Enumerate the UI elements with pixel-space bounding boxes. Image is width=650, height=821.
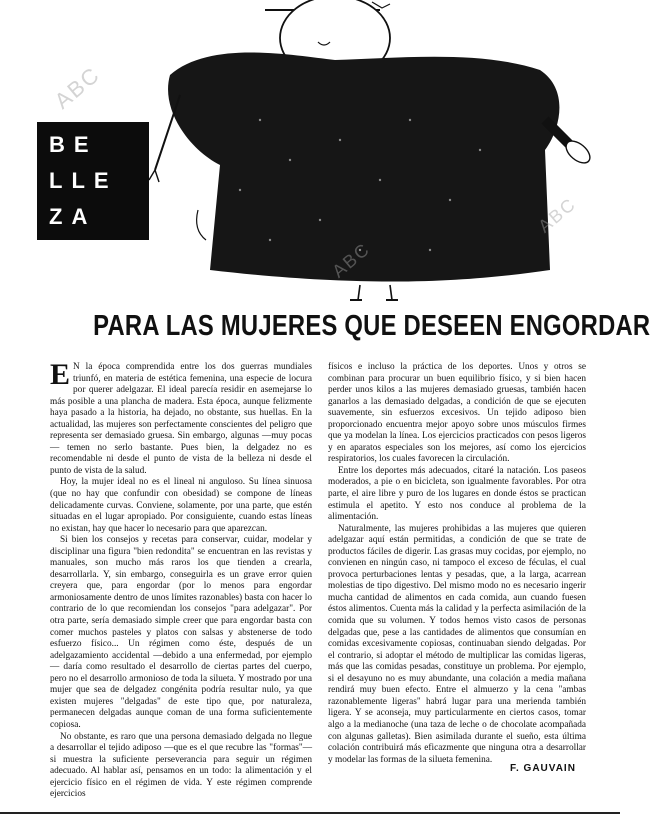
paragraph: N la época comprendida entre los dos guerras mundiales triunfó, en materia de estética femenina, una especie de locura por querer adelgazar. El ideal parecía residir en asemejarse lo más posible a una plancha de madera. Esta época, aunque felizmente haya pasado a la historia, ha dejado, no obstante, sus huellas. En la actualidad, las mujeres son perfectamente conscientes del peligro que representa ser demasiado gruesa. Sin embargo, algunas —muy pocas— temen no serlo bastante. Pues bien, la delgadez no es recomendable ni desde el punto de vista de la belleza ni desde el punto de vista de la salud.: [50, 362, 312, 476]
section-label-belleza: [37, 122, 149, 240]
section-label-line-2: LLE: [49, 168, 118, 193]
illustration-woman-figure: [150, 0, 620, 310]
watermark-abc: ABC: [534, 193, 581, 237]
section-label-line-1: BE: [49, 132, 98, 157]
author-signature: F. GAUVAIN: [510, 763, 576, 774]
article-column-right: [328, 362, 586, 765]
article-headline: PARA LAS MUJERES QUE DESEEN ENGORDAR: [93, 310, 650, 342]
watermark-abc: ABC: [328, 238, 375, 282]
article-column-left: [50, 358, 312, 802]
page-bottom-rule: [0, 812, 620, 814]
section-label-line-3: ZA: [49, 204, 97, 229]
paragraph: Si bien los consejos y recetas para conservar, cuidar, modelar y disciplinar una figura "bien redondita" se encuentran en las revistas y manuales, son mucho más raros los que tienden a crearla, desarrollarla. Y, sin embargo, conseguirla es un grave error quien creyera que, para engordar (por lo menos para engordar armoniosamente dentro de unos límites razonables) basta con hacer lo contrario de lo que recomiendan los consejos "para adelgazar". Por otra parte, sería demasiado simple creer que para engordar basta con comer muchos pasteles y platos con salsas y abstenerse de todo esfuerzo físico... Un régimen como éste, después de un adelgazamiento accidental —debido a una enfermedad, por ejemplo— daría como resultado el desarrollo de ciertas partes del cuerpo, pero no el desarrollo armonioso de toda la silueta. Y mostrado por una mujer que sea de delgadez congénita podría resultar nulo, ya que existen mujeres "delgadas" de este tipo que, por naturaleza, permanecen delgadas aunque coman de una forma suficientemente copiosa.: [50, 535, 312, 730]
paragraph: Hoy, la mujer ideal no es el lineal ni anguloso. Su línea sinuosa (que no hay que confundir con obesidad) se compone de líneas delicadamente curvas. Conviene, solamente, por una parte, que estén situadas en el lugar apropiado. Por consiguiente, cuando estas líneas no existan, hay que hacer lo necesario para que aparezcan.: [50, 477, 312, 534]
paragraph: físicos e incluso la práctica de los deportes. Unos y otros se combinan para procurar un buen equilibrio físico, y si bien hacen perder unos kilos a las mujeres demasiado gruesas, también hacen ganarlos a las demasiado delgadas, a condición de que se ejecuten suavemente, sin esfuerzos excesivos. Un tejido adiposo bien proporcionado encuentra mejor apoyo sobre unos músculos firmes que ya modelan la línea. Los ejercicios practicados con pesos ligeros y en aparatos especiales son los mejores, así como los ejercicios respiratorios, los cuales favorecen la circulación.: [328, 362, 586, 465]
paragraph: No obstante, es raro que una persona demasiado delgada no llegue a desarrollar el tejido adiposo —que es el que recubre las "formas"— si muestra la suficiente perseverancia para seguir un régimen adecuado. Al hablar así, pensamos en un todo: la alimentación y el ejercicio físico en el régimen de vida. Y este régimen comprende ejercicios: [50, 731, 312, 800]
watermark-abc: ABC: [49, 61, 105, 114]
paragraph: Entre los deportes más adecuados, citaré la natación. Los paseos moderados, a pie o en bicicleta, son igualmente favorables. Por otra parte, el aire libre y puro de los lugares en donde éstos se practican estimula el apetito. Y esto nos conduce al problema de la alimentación.: [328, 465, 586, 523]
paragraph: Naturalmente, las mujeres prohibidas a las mujeres que quieren adelgazar aquí están permitidas, a condición de que se trate de productos fáciles de digerir. Las grasas muy cocidas, por ejemplo, no convienen en ningún caso, ni tampoco el exceso de féculas, el cual provoca perturbaciones lentas y pesadas, que, a la larga, acarrean molestias de tipo digestivo. Del mismo modo no es necesario ingerir mucha cantidad de alimentos en cada comida, aun cuando fuesen éstos alimentos. Cuenta más la calidad y la perfecta asimilación de la comida que su volumen. Y todos hemos visto casos de personas delgadas que, pese a las cantidades de alimentos que consumían en comidas excesivamente copiosas, continuaban siendo delgadas. Por el contrario, si adoptar el método de multiplicar las comidas ligeras, más que las comidas pesadas, constituye un problema. Por ejemplo, si el desayuno no es muy abundante, una colación a media mañana rendirá muy buen efecto. Entre el almuerzo y la cena "ambas razonablemente ligeras" habrá lugar para una merienda también ligera. Y se aconseja, muy particularmente en ciertos casos, tomar algo a la medianoche (una taza de leche o de chocolate acompañada con algunas galletas). Bien asimilada durante el sueño, esta última colación contribuirá más eficazmente que ninguna otra a desarrollar y modelar las formas de la silueta femenina.: [328, 523, 586, 765]
drop-cap: E: [50, 358, 71, 391]
